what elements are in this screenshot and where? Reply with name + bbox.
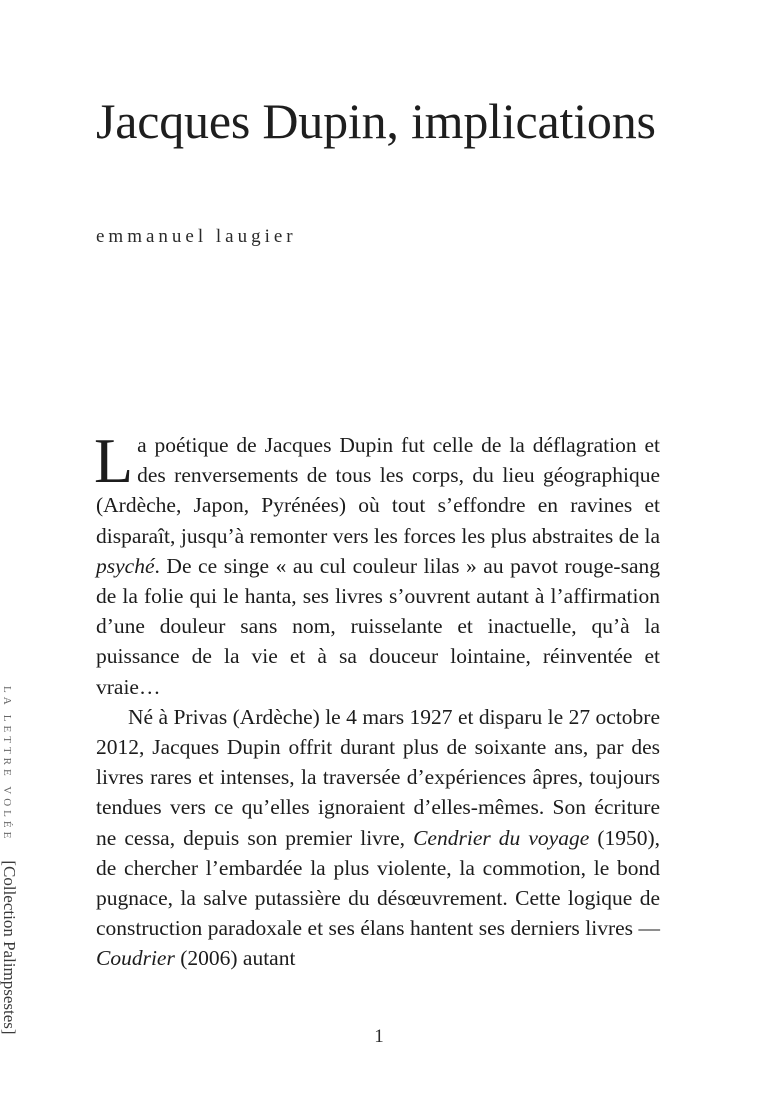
paragraph-1-text: et des renversements de tous les corps, du lieu géographique (Ardèche, Japon, Pyrénées) où tout s’effondre en ravines et disparaît, jusqu’à remonter vers les forces les plus abstraites de la bbox=[96, 433, 660, 548]
spine-collection: [Collection Palimpsestes] bbox=[0, 860, 19, 1035]
drop-cap: L bbox=[94, 425, 134, 496]
author-name: emmanuel laugier bbox=[96, 226, 297, 247]
paragraph-2 bbox=[96, 702, 660, 974]
paragraph-2-text-a: Né à Privas (Ardèche) le 4 mars 1927 et disparu le 27 octobre 2012, Jacques Dupin offrit durant plus de soixante ans, par des livres rares et intenses, la traversée d’expériences âpres, toujours tendues vers ce qu’elles ignoraient d’elles-mêmes. Son écriture ne cessa, depuis son premier livre, bbox=[96, 704, 660, 850]
page-title: Jacques Dupin, implications bbox=[96, 93, 656, 149]
paragraph-2-italic-title-1: Cendrier du voyage bbox=[413, 825, 590, 850]
paragraph-2-text-b: (1950), de chercher l’embardée la plus violente, la commotion, le bond pugnace, la salve putassière du désœuvrement. Cette logique de construction paradoxale et ses élans hantent ses derniers livres — bbox=[96, 825, 661, 941]
paragraph-1-end: . De ce singe « au cul couleur lilas » au pavot rouge-sang de la folie qui le hanta, ses livres s’ouvrent autant à l’affirmation d’une douleur sans nom, ruisselante et inactuelle, qu’à la puissance de la vie et à sa douceur lointaine, réinventée et vraie… bbox=[96, 553, 660, 699]
body-text bbox=[94, 425, 661, 974]
spine-label bbox=[0, 686, 35, 1106]
paragraph-1-italic: psyché bbox=[96, 553, 155, 578]
page-number: 1 bbox=[374, 1026, 384, 1047]
paragraph-1-first-line: a poétique de Jacques Dupin fut celle de la déflagration bbox=[137, 433, 637, 457]
spine-publisher: LA LETTRE VOLÉE bbox=[1, 686, 13, 843]
paragraph-1 bbox=[94, 425, 660, 702]
paragraph-2-italic-title-2: Coudrier bbox=[96, 946, 175, 971]
paragraph-2-text-c: (2006) autant bbox=[180, 946, 296, 971]
